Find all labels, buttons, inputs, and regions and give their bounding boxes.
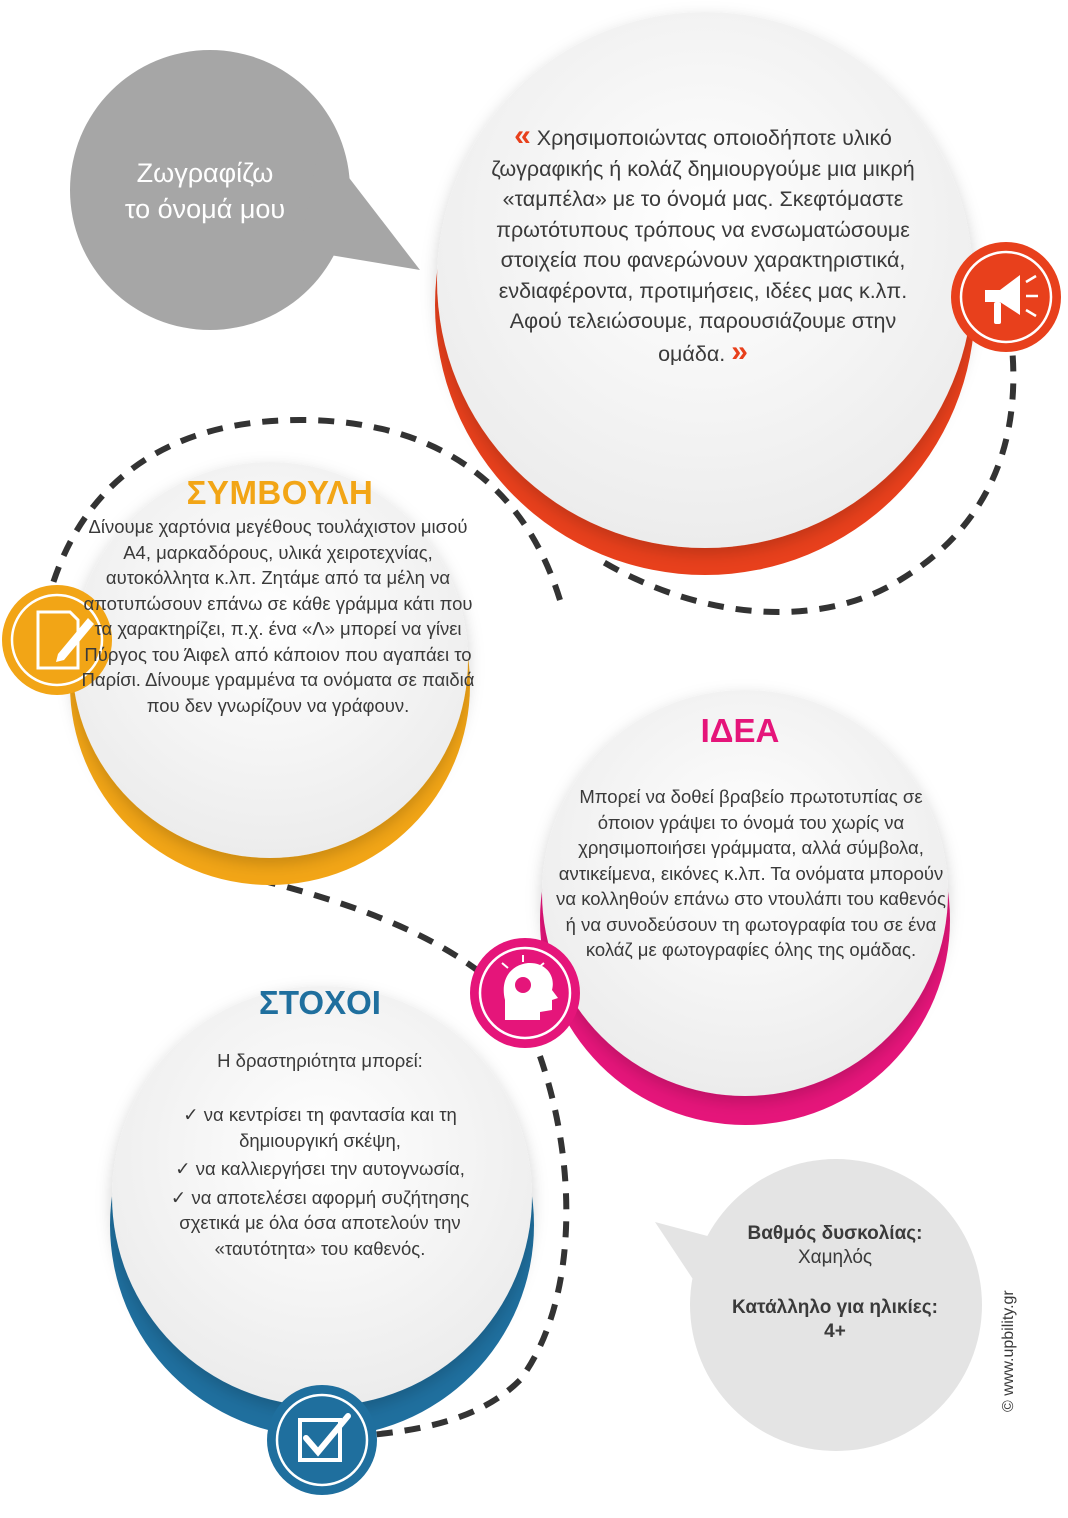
advice-heading: ΣΥΜΒΟΥΛΗ (186, 474, 374, 511)
check-mark-icon: ✓ (170, 1186, 187, 1208)
title-line-2: το όνομά μου (124, 194, 286, 224)
goals-list (140, 1102, 500, 1264)
page-title (80, 155, 330, 227)
goal-text: να αποτελέσει αφορμή συζήτησης σχετικά με όλα όσα αποτελούν την «ταυτότητα» του καθενός. (179, 1186, 470, 1259)
difficulty-info (730, 1222, 940, 1344)
difficulty-value: Χαμηλός (797, 1247, 873, 1268)
age-value: 4+ (824, 1321, 846, 1342)
title-line-1: Ζωγραφίζω (136, 158, 274, 188)
checkbox-icon (267, 1385, 377, 1495)
check-mark-icon: ✓ (183, 1104, 199, 1125)
activity-description-text: Χρησιμοποιώντας οποιοδήποτε υλικό ζωγραφικής ή κολάζ δημιουργούμε μια μικρή «ταμπέλα» με το όνομά μας. Σκεφτόμαστε πρωτότυπους τρόπους να ενσωματώσουμε στοιχεία που φανερώνουν χαρακτηριστικά, ενδιαφέροντα, προτιμήσεις, ιδέες μας κ.λπ. Αφού τελειώσουμε, παρουσιάζουμε στην ομάδα. (491, 126, 915, 366)
goal-text: να καλλιεργήσει την αυτογνωσία, (195, 1158, 465, 1179)
megaphone-icon (951, 242, 1061, 352)
activity-description (478, 121, 928, 369)
goal-item (140, 1102, 500, 1153)
copyright: © www.upbility.gr (1000, 1290, 1017, 1412)
open-quote-mark: « (514, 119, 531, 152)
age-label: Κατάλληλο για ηλικίες: (732, 1297, 938, 1318)
advice-body: Δίνουμε χαρτόνια μεγέθους τουλάχιστον μισού Α4, μαρκαδόρους, υλικά χειροτεχνίας, αυτοκόλλητα κ.λπ. Ζητάμε από τα μέλη να αποτυπώσουν επάνω σε κάθε γράμμα κάτι που τα χαρακτηρίζει, π.χ. ένα «Λ» μπορεί να γίνει Πύργος του Άιφελ από κάποιον που αγαπάει το Παρίσι. Δίνουμε γραμμένα τα ονόματα σε παιδιά που δεν γνωρίζουν να γράφουν. (81, 516, 475, 716)
goals-heading: ΣΤΟΧΟΙ (259, 984, 381, 1021)
difficulty-label: Βαθμός δυσκολίας: (747, 1223, 923, 1244)
idea-body: Μπορεί να δοθεί βραβείο πρωτοτυπίας σε όποιον γράψει το όνομά του χωρίς να χρησιμοποιήσει γράμματα, αλλά σύμβολα, αντικείμενα, εικόνες κ.λπ. Τα ονόματα μπορούν να κολληθούν επάνω στο ντουλάπι του καθενός ή να συνοδεύσουν τη φωτογραφία του σε ένα κολάζ με φωτογραφίες όλης της ομάδας. (556, 786, 946, 960)
idea-heading: ΙΔΕΑ (700, 712, 780, 749)
goal-text: να κεντρίσει τη φαντασία και τη δημιουργική σκέψη, (203, 1104, 457, 1151)
goal-item (140, 1185, 500, 1262)
close-quote-mark: » (731, 334, 748, 368)
goals-intro: Η δραστηριότητα μπορεί: (217, 1050, 423, 1071)
goal-item (140, 1156, 500, 1182)
check-mark-icon: ✓ (175, 1158, 191, 1179)
